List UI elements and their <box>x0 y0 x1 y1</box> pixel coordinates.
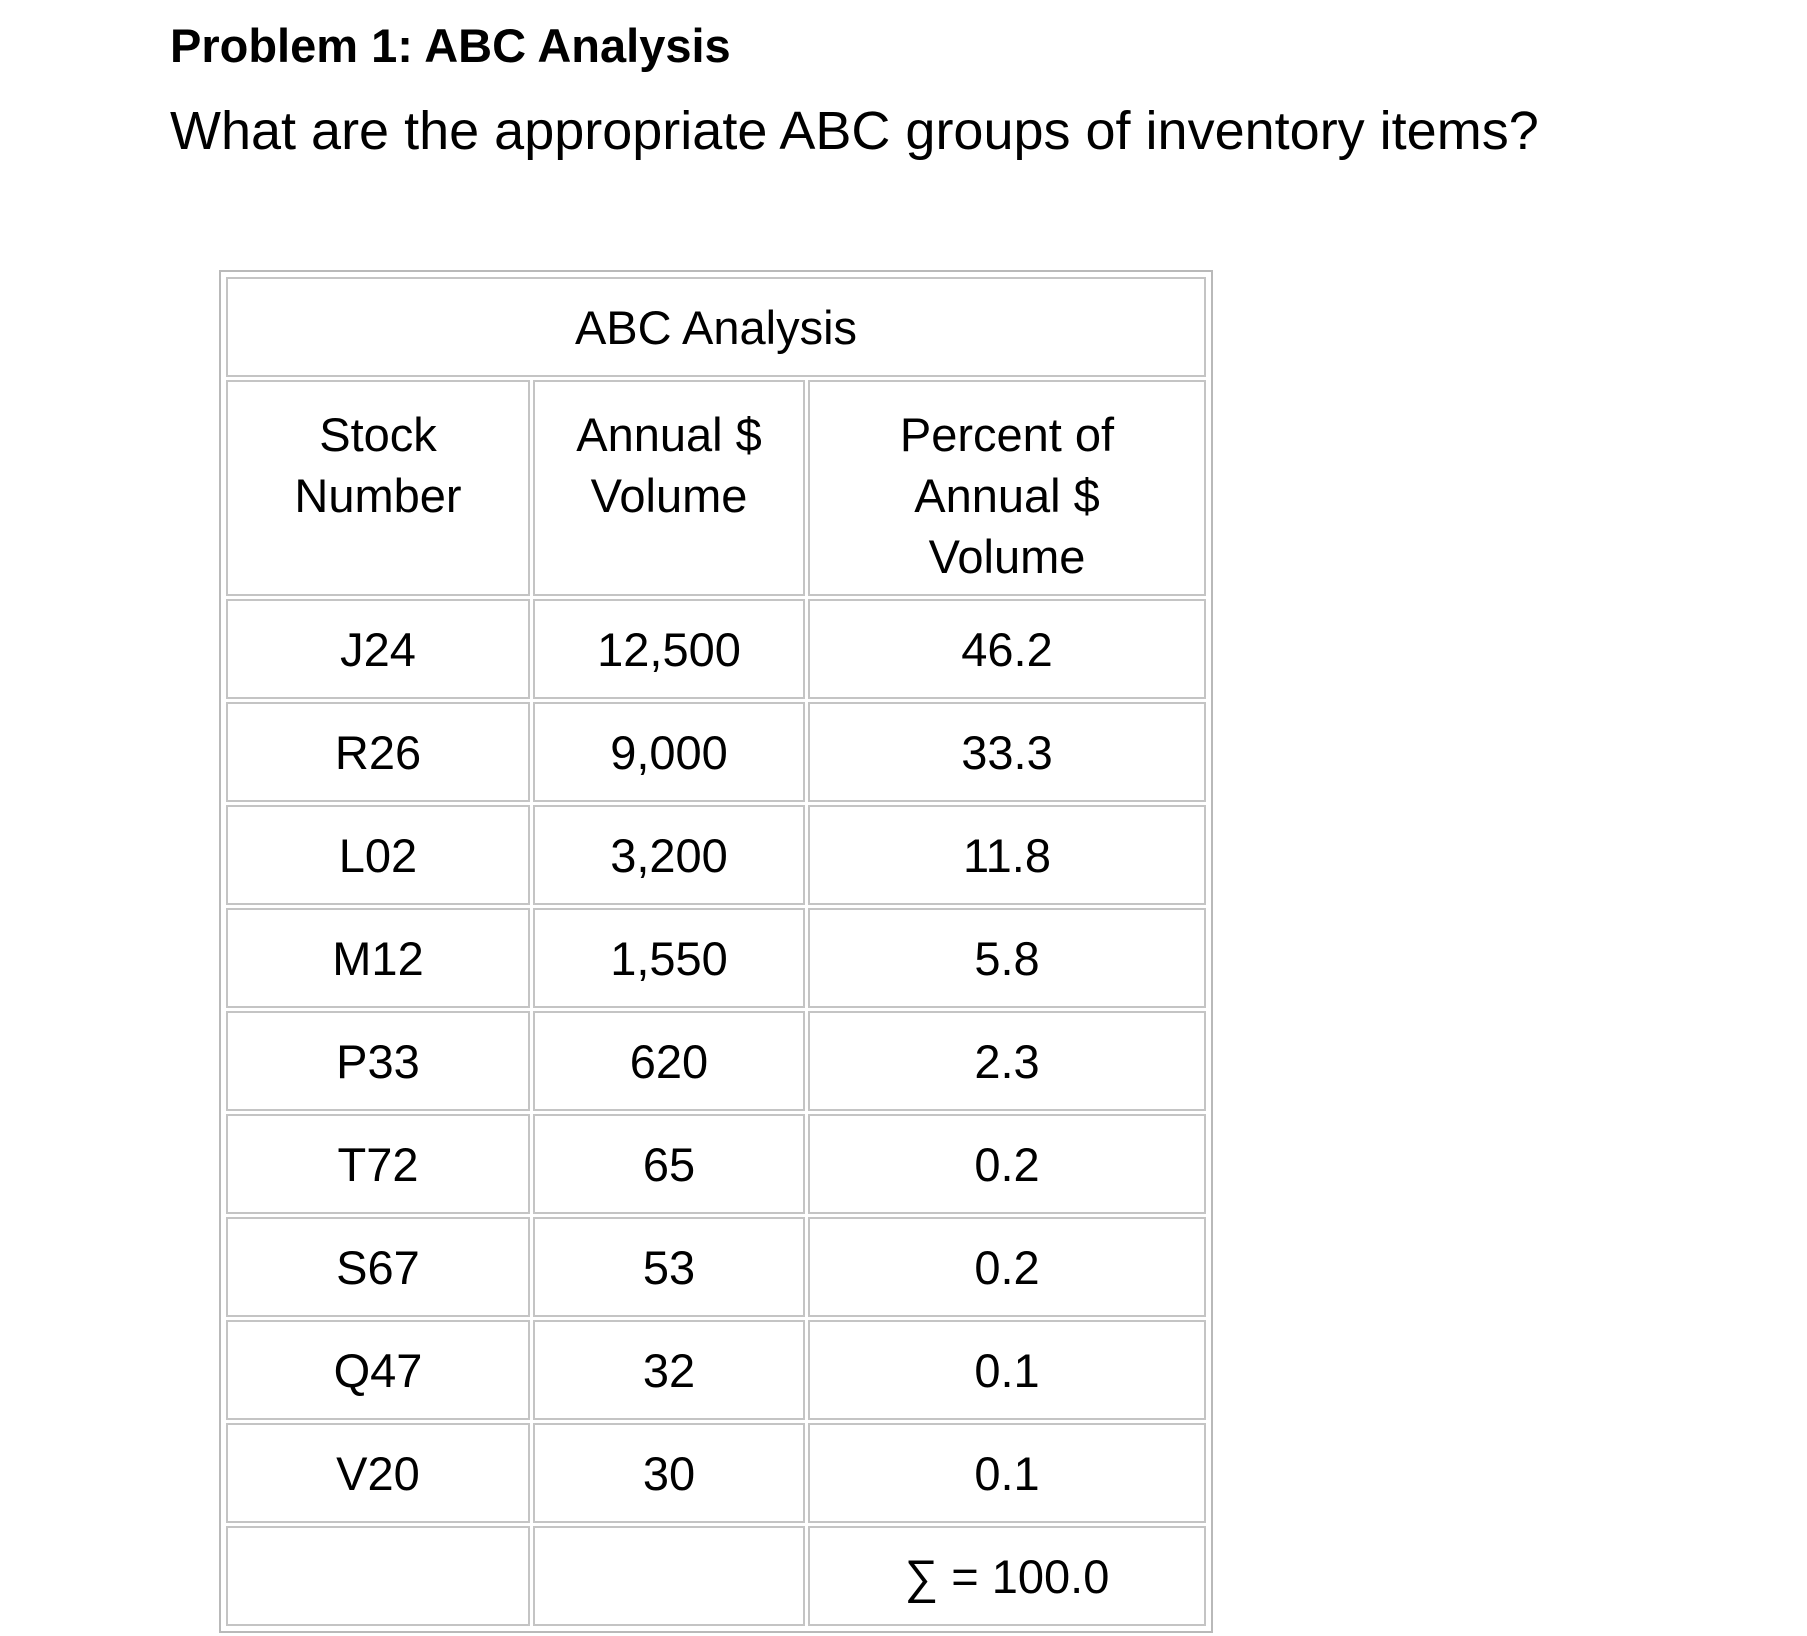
header-line: Number <box>294 469 462 522</box>
table-row <box>226 1423 1206 1523</box>
header-stock-number <box>226 380 530 596</box>
annual-volume-cell: 65 <box>533 1114 805 1214</box>
percent-cell: 11.8 <box>808 805 1206 905</box>
table-row <box>226 1320 1206 1420</box>
header-line: Volume <box>590 469 748 522</box>
annual-volume-cell: 32 <box>533 1320 805 1420</box>
annual-volume-cell: 1,550 <box>533 908 805 1008</box>
empty-cell <box>226 1526 530 1626</box>
table-row <box>226 1011 1206 1111</box>
annual-volume-cell: 620 <box>533 1011 805 1111</box>
annual-volume-cell: 12,500 <box>533 599 805 699</box>
percent-cell: 2.3 <box>808 1011 1206 1111</box>
percent-cell: 0.1 <box>808 1423 1206 1523</box>
table-caption: ABC Analysis <box>226 277 1206 377</box>
total-row <box>226 1526 1206 1626</box>
total-percent-cell: ∑ = 100.0 <box>808 1526 1206 1626</box>
stock-number-cell: S67 <box>226 1217 530 1317</box>
header-line: Stock <box>319 408 437 461</box>
table-row <box>226 908 1206 1008</box>
header-line: Annual $ <box>914 469 1100 522</box>
stock-number-cell: P33 <box>226 1011 530 1111</box>
stock-number-cell: L02 <box>226 805 530 905</box>
annual-volume-cell: 53 <box>533 1217 805 1317</box>
abc-analysis-table-frame <box>219 270 1213 1633</box>
annual-volume-cell: 9,000 <box>533 702 805 802</box>
stock-number-cell: V20 <box>226 1423 530 1523</box>
table-row <box>226 1217 1206 1317</box>
stock-number-cell: R26 <box>226 702 530 802</box>
header-percent-volume <box>808 380 1206 596</box>
stock-number-cell: M12 <box>226 908 530 1008</box>
abc-analysis-table <box>223 274 1209 1629</box>
table-row <box>226 599 1206 699</box>
table-row <box>226 1114 1206 1214</box>
table-row <box>226 702 1206 802</box>
question-text: What are the appropriate ABC groups of inventory items? <box>170 101 1539 161</box>
percent-cell: 5.8 <box>808 908 1206 1008</box>
table-row <box>226 805 1206 905</box>
empty-cell <box>533 1526 805 1626</box>
percent-cell: 33.3 <box>808 702 1206 802</box>
percent-cell: 0.1 <box>808 1320 1206 1420</box>
table-body <box>226 599 1206 1626</box>
stock-number-cell: J24 <box>226 599 530 699</box>
annual-volume-cell: 3,200 <box>533 805 805 905</box>
stock-number-cell: T72 <box>226 1114 530 1214</box>
stock-number-cell: Q47 <box>226 1320 530 1420</box>
annual-volume-cell: 30 <box>533 1423 805 1523</box>
problem-title: Problem 1: ABC Analysis <box>170 19 731 72</box>
header-line: Volume <box>928 530 1086 583</box>
header-line: Percent of <box>899 408 1115 461</box>
header-line: Annual $ <box>576 408 762 461</box>
percent-cell: 0.2 <box>808 1217 1206 1317</box>
header-annual-volume <box>533 380 805 596</box>
percent-cell: 0.2 <box>808 1114 1206 1214</box>
percent-cell: 46.2 <box>808 599 1206 699</box>
